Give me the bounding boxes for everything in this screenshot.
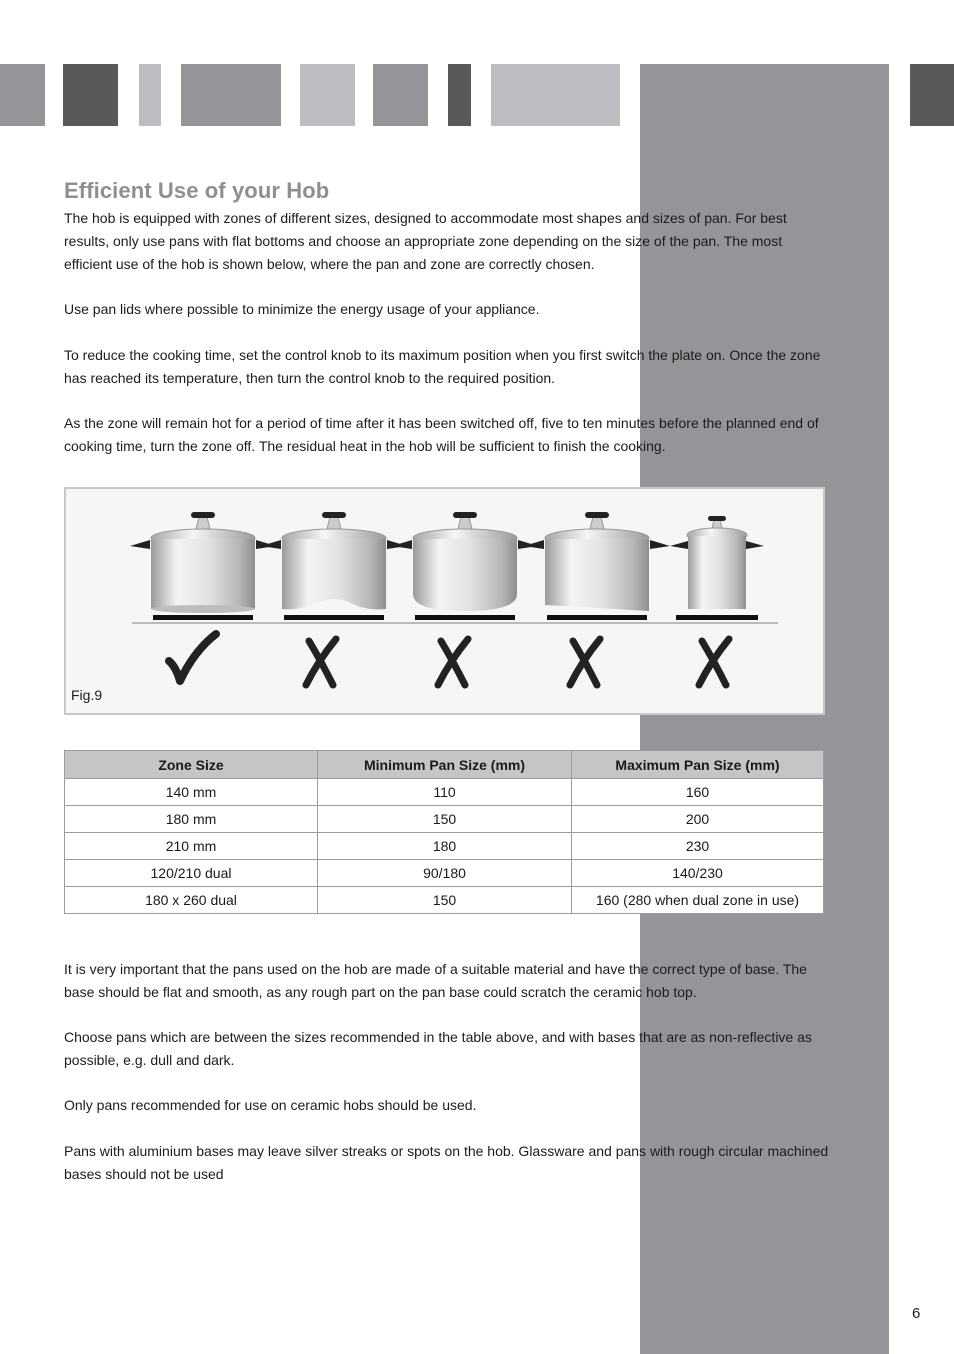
aluminium-paragraph: Pans with aluminium bases may leave silver streaks or spots on the hob. Glassware and pans with rough circular machined bases should not be used (64, 1143, 829, 1182)
header-block-8 (491, 64, 620, 126)
page-title: Efficient Use of your Hob (64, 178, 330, 203)
figure-9 (64, 487, 825, 715)
intro-paragraph: The hob is equipped with zones of different sizes, designed to accommodate most shapes and sizes of pan. For best results, only use pans with flat bottoms and choose an appropriate zone depending on the size of the pan. The most efficient use of the hob is shown below, where the pan and zone are correctly chosen. (64, 210, 787, 272)
table-row (65, 806, 824, 833)
cell-min-pan: 150 (318, 887, 572, 914)
pan-illustration (66, 489, 823, 713)
cell-max-pan: 230 (572, 833, 824, 860)
header-block-9 (910, 64, 954, 126)
residual-heat-paragraph: As the zone will remain hot for a period of time after it has been switched off, five to ten minutes before the planned end of cooking time, turn the zone off. The residual heat in the hob will be sufficient to finish the cooking. (64, 415, 819, 454)
header-block-2 (63, 64, 118, 126)
header-block-4 (181, 64, 281, 126)
page-number: 6 (912, 1305, 921, 1322)
check-icon (169, 634, 216, 681)
header-block-5 (300, 64, 355, 126)
cell-zone-size: 120/210 dual (65, 860, 318, 887)
table-row (65, 860, 824, 887)
cell-zone-size: 140 mm (65, 779, 318, 806)
table-row (65, 887, 824, 914)
pan-correct (130, 512, 276, 624)
cell-min-pan: 180 (318, 833, 572, 860)
header-block-7 (448, 64, 471, 126)
cross-icon (570, 639, 600, 685)
header-min-pan-size: Minimum Pan Size (mm) (318, 751, 572, 779)
header-zone-size: Zone Size (65, 751, 318, 779)
cooking-time-paragraph: To reduce the cooking time, set the control knob to its maximum position when you first switch the plate on. Once the zone has reached its temperature, then turn the control knob to the required position. (64, 347, 821, 386)
zone-size-table (64, 750, 824, 914)
pan-size-paragraph: Choose pans which are between the sizes recommended in the table above, and with bases that are as non-reflective as possible, e.g. dull and dark. (64, 1029, 812, 1068)
pan-wavy-base (261, 512, 407, 624)
table-header-row (65, 751, 824, 779)
header-block-3 (139, 64, 161, 126)
cell-zone-size: 210 mm (65, 833, 318, 860)
header-max-pan-size: Maximum Pan Size (mm) (572, 751, 824, 779)
pan-tilted (524, 512, 670, 624)
pan-rounded-base (392, 512, 538, 624)
figure-label: Fig.9 (71, 687, 103, 703)
cross-icon (438, 639, 468, 685)
cell-max-pan: 160 (572, 779, 824, 806)
pan-too-small (658, 516, 778, 624)
cell-max-pan: 140/230 (572, 860, 824, 887)
cell-min-pan: 90/180 (318, 860, 572, 887)
lids-paragraph: Use pan lids where possible to minimize the energy usage of your appliance. (64, 301, 540, 317)
ceramic-pans-paragraph: Only pans recommended for use on ceramic hobs should be used. (64, 1097, 477, 1113)
cell-min-pan: 110 (318, 779, 572, 806)
cross-icon (306, 639, 336, 685)
table-row (65, 779, 824, 806)
cell-zone-size: 180 mm (65, 806, 318, 833)
cell-min-pan: 150 (318, 806, 572, 833)
cell-zone-size: 180 x 260 dual (65, 887, 318, 914)
cell-max-pan: 200 (572, 806, 824, 833)
pan-material-paragraph: It is very important that the pans used on the hob are made of a suitable material and have the correct type of base. The base should be flat and smooth, as any rough part on the pan base could scratch the ceramic hob top. (64, 961, 807, 1000)
header-block-6 (373, 64, 428, 126)
header-block-1 (0, 64, 45, 126)
cell-max-pan: 160 (280 when dual zone in use) (572, 887, 824, 914)
table-row (65, 833, 824, 860)
cross-icon (699, 639, 729, 685)
